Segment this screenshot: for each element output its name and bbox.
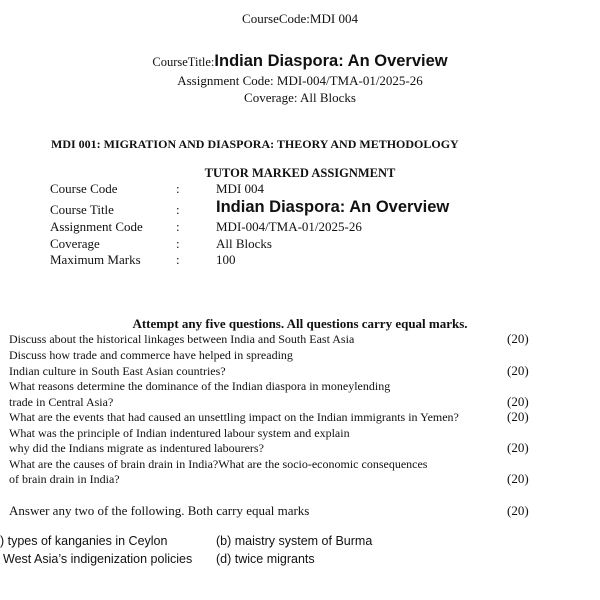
info-colon: : [176, 202, 180, 217]
info-value: MDI 004 [216, 181, 265, 196]
question-marks: (20) [507, 363, 529, 378]
option-c: West Asia’s indigenization policies [3, 552, 193, 566]
option-d: (d) twice migrants [216, 552, 315, 566]
question-line: What are the causes of brain drain in India?What are the socio-economic consequences [9, 457, 428, 471]
info-value: Indian Diaspora: An Overview [216, 198, 450, 216]
info-colon: : [176, 236, 180, 251]
question-line: What reasons determine the dominance of the Indian diaspora in moneylending [9, 379, 391, 393]
question-line: trade in Central Asia? [9, 395, 114, 409]
info-label: Course Code [50, 181, 118, 196]
course-title-main: Indian Diaspora: An Overview [214, 52, 448, 70]
option-b: (b) maistry system of Burma [216, 534, 373, 548]
tma-heading: TUTOR MARKED ASSIGNMENT [204, 166, 396, 180]
question-marks: (20) [507, 409, 529, 424]
question-line: of brain drain in India? [9, 472, 120, 486]
question-marks: (20) [507, 440, 529, 455]
info-label: Coverage [50, 236, 100, 251]
coverage-header: Coverage: All Blocks [244, 90, 356, 105]
section-2-marks: (20) [507, 503, 529, 518]
question-line: What was the principle of Indian indentured labour system and explain [9, 426, 350, 440]
info-value: All Blocks [216, 236, 272, 251]
info-value: 100 [216, 252, 236, 267]
course-code-header: CourseCode:MDI 004 [242, 11, 358, 26]
info-value: MDI-004/TMA-01/2025-26 [216, 219, 362, 234]
question-line: why did the Indians migrate as indentured labourers? [9, 441, 264, 455]
section-2-instruction: Answer any two of the following. Both carry equal marks [9, 503, 310, 518]
course-heading: MDI 001: MIGRATION AND DIASPORA: THEORY AND METHODOLOGY [51, 137, 459, 151]
question-line: Discuss how trade and commerce have helped in spreading [9, 348, 293, 362]
question-marks: (20) [507, 331, 529, 346]
info-colon: : [176, 219, 180, 234]
question-marks: (20) [507, 394, 529, 409]
question-marks: (20) [507, 471, 529, 486]
course-title-header [0, 52, 600, 71]
info-label: Assignment Code [50, 219, 143, 234]
question-line: Indian culture in South East Asian countries? [9, 364, 226, 378]
question-line: Discuss about the historical linkages between India and South East Asia [9, 332, 355, 346]
info-label: Course Title [50, 202, 114, 217]
info-colon: : [176, 252, 180, 267]
instructions: Attempt any five questions. All questions carry equal marks. [132, 316, 468, 331]
info-colon: : [176, 181, 180, 196]
option-a: ) types of kanganies in Ceylon [0, 534, 168, 548]
assignment-code-header: Assignment Code: MDI-004/TMA-01/2025-26 [177, 73, 423, 88]
info-label: Maximum Marks [50, 252, 141, 267]
course-title-prefix: CourseTitle: [152, 55, 215, 69]
question-line: What are the events that had caused an unsettling impact on the Indian immigrants in Yemen? [9, 410, 459, 424]
